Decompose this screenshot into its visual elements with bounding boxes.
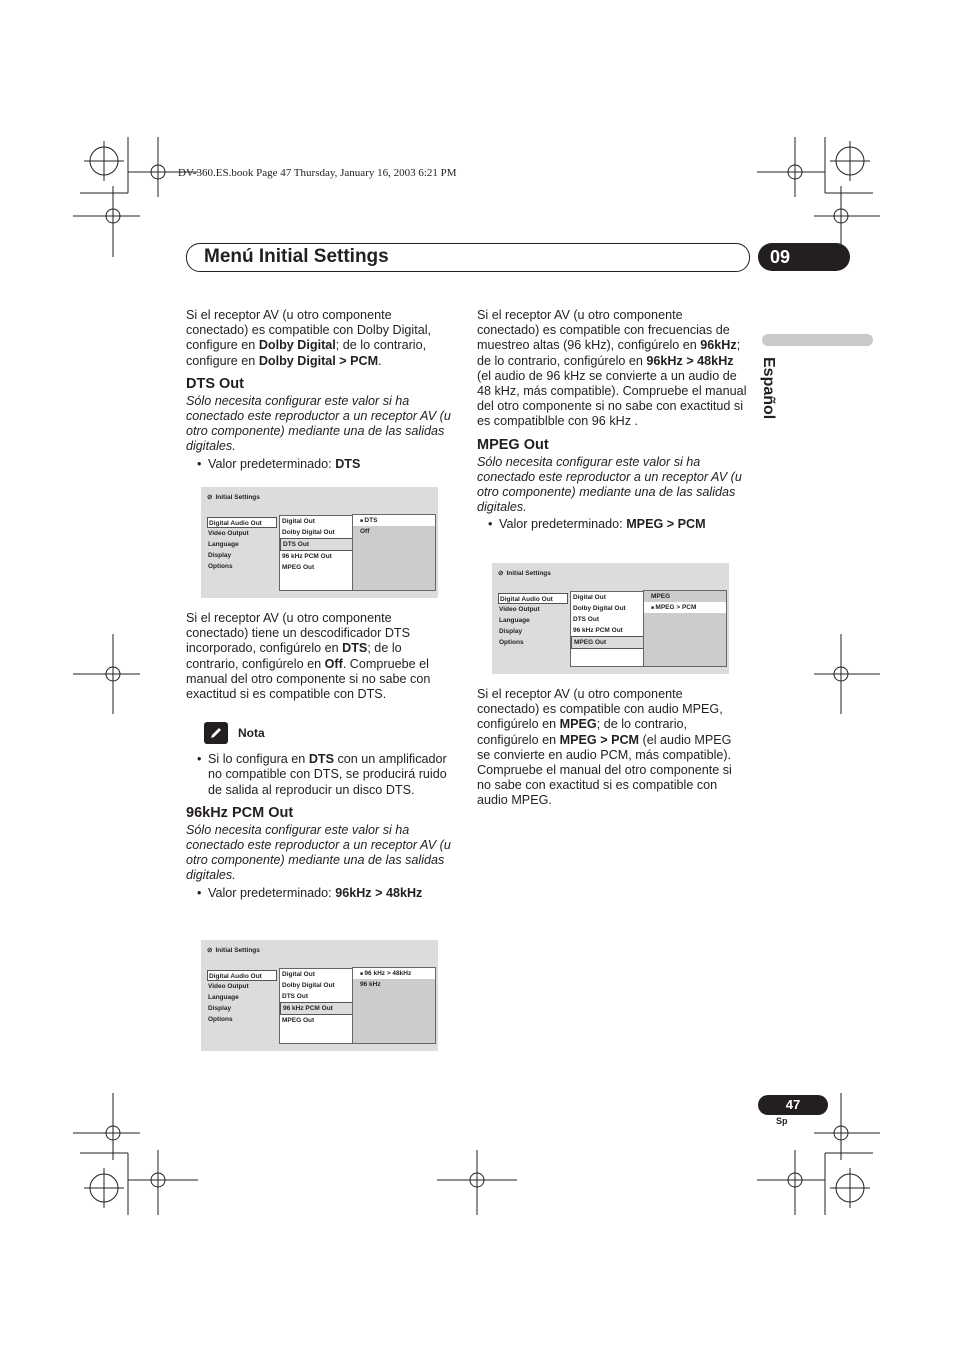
submenu-item: MPEG Out [571, 636, 644, 649]
nota-text: • Si lo configura en DTS con un amplificador no compatible con DTS, se producirá ruido de salida al reproducir un disco DTS. [186, 752, 456, 798]
intro-paragraph: Si el receptor AV (u otro componente conectado) es compatible con Dolby Digital, configure en Dolby Digital; de lo contrario, configure en Dolby Digital > PCM. [186, 308, 432, 368]
option-item: ■ 96 kHz > 48kHz [353, 968, 435, 979]
submenu-item: DTS Out [573, 616, 599, 623]
submenu-item: MPEG Out [282, 564, 315, 571]
chapter-number: 09 [758, 243, 850, 271]
menu-item: Options [208, 563, 233, 570]
option-item: Off [360, 528, 370, 535]
page-lang: Sp [776, 1116, 788, 1126]
menu-item: Digital Audio Out [498, 593, 568, 604]
submenu-item: DTS Out [282, 993, 308, 1000]
menu-item: Options [499, 639, 524, 646]
file-info: DV-360.ES.book Page 47 Thursday, January 16, 2003 6:21 PM [178, 167, 457, 179]
menu-item: Video Output [208, 983, 249, 990]
menu-item: Language [499, 617, 530, 624]
language-label: Español [760, 357, 777, 420]
right-column [477, 308, 747, 533]
chapter-title: Menú Initial Settings [204, 246, 389, 267]
menu-item: Display [499, 628, 523, 635]
menu-item: Options [208, 1016, 233, 1023]
disc-icon: ⊘ [207, 947, 213, 954]
screen-header: Initial Settings [215, 493, 260, 501]
submenu-item: DTS Out [280, 538, 353, 551]
option-item: ■ DTS [353, 515, 435, 526]
screen-header: Initial Settings [506, 569, 551, 577]
mpeg-heading: MPEG Out [477, 436, 549, 453]
dts-note: Sólo necesita configurar este valor si ha conectado este reproductor a un receptor AV (u otro componente) mediante una de las salidas digitales. [186, 393, 451, 454]
submenu-item: Dolby Digital Out [282, 529, 335, 536]
menu-item: Display [208, 1005, 232, 1012]
dts-heading: DTS Out [186, 375, 244, 392]
menu-item: Digital Audio Out [207, 970, 277, 981]
pcm-note: Sólo necesita configurar este valor si ha conectado este reproductor a un receptor AV (u otro componente) mediante una de las salidas digitales. [186, 822, 451, 883]
option-item: 96 kHz [360, 981, 381, 988]
left-column-lower [186, 611, 456, 901]
menu-item: Language [208, 994, 239, 1001]
mpeg-body: Si el receptor AV (u otro componente conectado) es compatible con audio MPEG, configúrelo en MPEG; de lo contrario, configúrelo en MPEG > PCM (el audio MPEG se convierte en audio PCM, más compatible). Compruebe el manual del otro componente si no sabe con exactitud si es compatible con audio MPEG. [477, 687, 732, 808]
language-tab [762, 334, 873, 346]
submenu-item: 96 kHz PCM Out [282, 553, 332, 560]
screen-header: Initial Settings [215, 946, 260, 954]
submenu-item: Dolby Digital Out [282, 982, 335, 989]
right-column-lower [477, 687, 747, 809]
screen-dts [201, 487, 438, 598]
pcm-heading: 96kHz PCM Out [186, 804, 294, 821]
submenu-item: Digital Out [282, 518, 315, 525]
menu-item: Video Output [208, 530, 249, 537]
screen-pcm [201, 940, 438, 1051]
pcm-default: • Valor predeterminado: 96kHz > 48kHz [186, 886, 456, 901]
nota-label: Nota [238, 725, 265, 740]
pencil-icon [204, 722, 228, 744]
nota-header [204, 722, 456, 744]
option-item: ■ MPEG > PCM [644, 602, 726, 613]
submenu-item: Dolby Digital Out [573, 605, 626, 612]
disc-icon: ⊘ [207, 494, 213, 501]
submenu-item: 96 kHz PCM Out [280, 1002, 353, 1015]
submenu-item: Digital Out [282, 971, 315, 978]
submenu-item: 96 kHz PCM Out [573, 627, 623, 634]
menu-item: Digital Audio Out [207, 517, 277, 528]
mpeg-note: Sólo necesita configurar este valor si ha conectado este reproductor a un receptor AV (u otro componente) mediante una de las salidas digitales. [477, 454, 742, 515]
option-item: MPEG [651, 593, 671, 600]
screen-mpeg [492, 563, 729, 674]
left-column [186, 308, 456, 472]
menu-item: Display [208, 552, 232, 559]
submenu-item: Digital Out [573, 594, 606, 601]
pcm-body: Si el receptor AV (u otro componente conectado) es compatible con frecuencias de muestreo altas (96 kHz), configúrelo en 96kHz; de lo contrario, configúrelo en 96kHz > 48kHz (el audio de 96 kHz se convierte a un audio de 48 kHz, más compatible). Compruebe el manual del otro componente si no sabe con exactitud si es compatiblble con 96 kHz . [477, 308, 747, 429]
disc-icon: ⊘ [498, 570, 504, 577]
mpeg-default: • Valor predeterminado: MPEG > PCM [477, 517, 747, 532]
menu-item: Video Output [499, 606, 540, 613]
dts-default: • Valor predeterminado: DTS [186, 457, 456, 472]
dts-body: Si el receptor AV (u otro componente conectado) tiene un descodificador DTS incorporado, configúrelo en DTS; de lo contrario, configúrelo en Off. Compruebe el manual del otro componente si no sabe con exactitud si es compatible con DTS. [186, 611, 431, 702]
submenu-item: MPEG Out [282, 1017, 315, 1024]
page-number: 47 [758, 1095, 828, 1115]
menu-item: Language [208, 541, 239, 548]
